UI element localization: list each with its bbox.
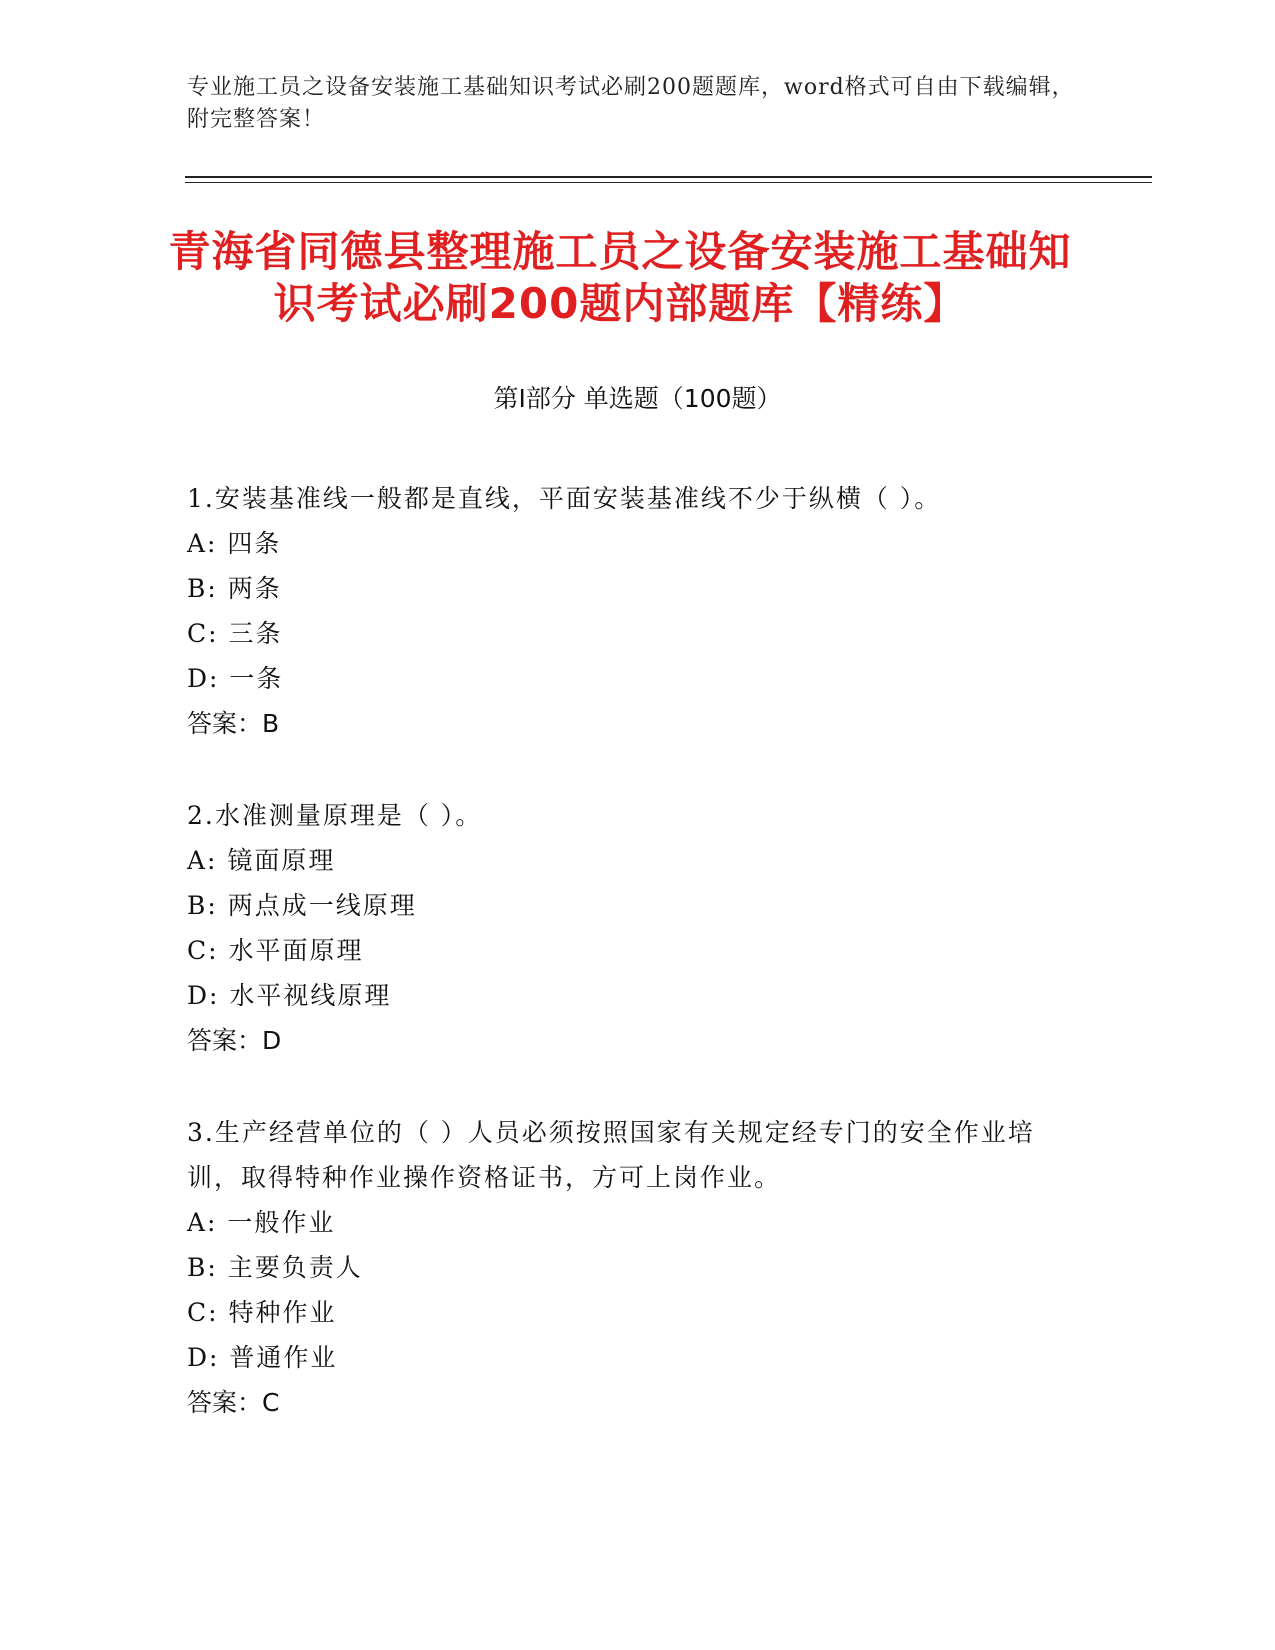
option-d: D: 普通作业 (187, 1343, 338, 1372)
answer: 答案：B (187, 709, 280, 738)
option-d: D: 一条 (187, 664, 284, 693)
answer: 答案：C (187, 1388, 280, 1417)
header-divider-thin (185, 182, 1152, 183)
question-stem: 2.水准测量原理是（ ）。 (187, 801, 483, 830)
question-stem: 1.安装基准线一般都是直线，平面安装基准线不少于纵横（ ）。 (187, 484, 942, 513)
option-c: C: 水平面原理 (187, 936, 364, 965)
section-title: 第Ⅰ部分 单选题（100题） (493, 384, 782, 413)
question-3 (187, 1110, 1087, 1425)
option-b: B: 两条 (187, 574, 282, 603)
question-stem: 3.生产经营单位的（ ）人员必须按照国家有关规定经专门的安全作业培训，取得特种作业操作资格证书，方可上岗作业。 (187, 1118, 1035, 1192)
option-c: C: 特种作业 (187, 1298, 337, 1327)
question-1 (187, 476, 1087, 746)
document-title: 青海省同德县整理施工员之设备安装施工基础知识考试必刷200题内部题库【精练】 (168, 227, 1072, 328)
option-d: D: 水平视线原理 (187, 981, 392, 1010)
option-b: B: 两点成一线原理 (187, 891, 417, 920)
option-b: B: 主要负责人 (187, 1253, 363, 1282)
option-c: C: 三条 (187, 619, 283, 648)
question-list (187, 476, 1087, 1472)
header-note: 专业施工员之设备安装施工基础知识考试必刷200题题库，word格式可自由下载编辑，附完整答案！ (187, 75, 1075, 132)
question-2 (187, 793, 1087, 1063)
header-divider-thick (185, 176, 1152, 178)
option-a: A: 一般作业 (187, 1208, 336, 1237)
answer: 答案：D (187, 1026, 282, 1055)
option-a: A: 镜面原理 (187, 846, 336, 875)
option-a: A: 四条 (187, 529, 282, 558)
